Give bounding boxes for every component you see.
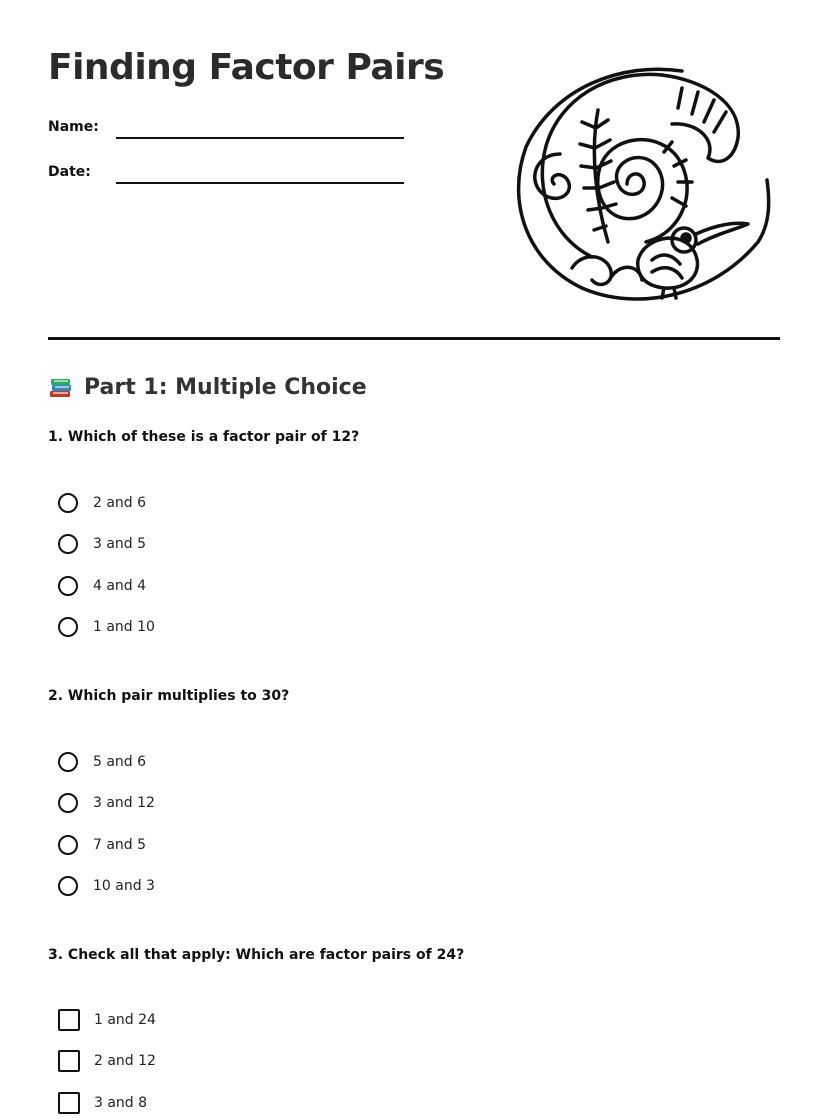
q3-option-3[interactable]: [58, 1091, 147, 1115]
q1-option-4[interactable]: [58, 615, 155, 639]
q2-option-4-radio[interactable]: [58, 876, 78, 896]
q2-option-1-label: 5 and 6: [93, 754, 147, 770]
q1-option-2-label: 3 and 5: [93, 536, 147, 552]
q2-option-4[interactable]: [58, 874, 155, 898]
q3-option-1[interactable]: [58, 1008, 156, 1032]
question-1: 1. Which of these is a factor pair of 12?: [48, 429, 360, 445]
q1-option-4-radio[interactable]: [58, 617, 78, 637]
name-label: Name:: [48, 119, 99, 135]
q1-option-1-radio[interactable]: [58, 493, 78, 513]
q2-option-3[interactable]: [58, 833, 146, 857]
q2-option-1-radio[interactable]: [58, 752, 78, 772]
section-divider: [48, 337, 780, 340]
name-line[interactable]: [116, 137, 404, 139]
q3-option-2-label: 2 and 12: [94, 1053, 156, 1069]
q1-option-2[interactable]: [58, 532, 146, 556]
question-2: 2. Which pair multiplies to 30?: [48, 688, 290, 704]
part1-heading-text: Part 1: Multiple Choice: [84, 374, 367, 400]
part1-heading: [48, 374, 367, 400]
q3-option-1-checkbox[interactable]: [58, 1009, 80, 1031]
q2-option-2-radio[interactable]: [58, 793, 78, 813]
q1-option-4-label: 1 and 10: [93, 619, 155, 635]
date-field[interactable]: [48, 162, 408, 186]
q1-option-1[interactable]: [58, 491, 146, 515]
q1-option-3[interactable]: [58, 574, 146, 598]
name-field[interactable]: [48, 117, 408, 141]
question-3: 3. Check all that apply: Which are factor pairs of 24?: [48, 947, 465, 963]
q3-option-2[interactable]: [58, 1049, 156, 1073]
page-title: Finding Factor Pairs: [48, 47, 445, 88]
q3-option-1-label: 1 and 24: [94, 1012, 156, 1028]
q1-option-3-radio[interactable]: [58, 576, 78, 596]
koru-kiwi-fern-circle-icon: [512, 62, 774, 302]
q1-option-2-radio[interactable]: [58, 534, 78, 554]
q1-option-1-label: 2 and 6: [93, 495, 147, 511]
q3-option-2-checkbox[interactable]: [58, 1050, 80, 1072]
books-icon: [48, 374, 74, 400]
q2-option-4-label: 10 and 3: [93, 878, 155, 894]
date-label: Date:: [48, 164, 91, 180]
q2-option-2-label: 3 and 12: [93, 795, 155, 811]
q2-option-2[interactable]: [58, 791, 155, 815]
q3-option-3-label: 3 and 8: [94, 1095, 148, 1111]
q2-option-3-label: 7 and 5: [93, 837, 147, 853]
q2-option-1[interactable]: [58, 750, 146, 774]
q3-option-3-checkbox[interactable]: [58, 1092, 80, 1114]
q2-option-3-radio[interactable]: [58, 835, 78, 855]
q1-option-3-label: 4 and 4: [93, 578, 147, 594]
date-line[interactable]: [116, 182, 404, 184]
